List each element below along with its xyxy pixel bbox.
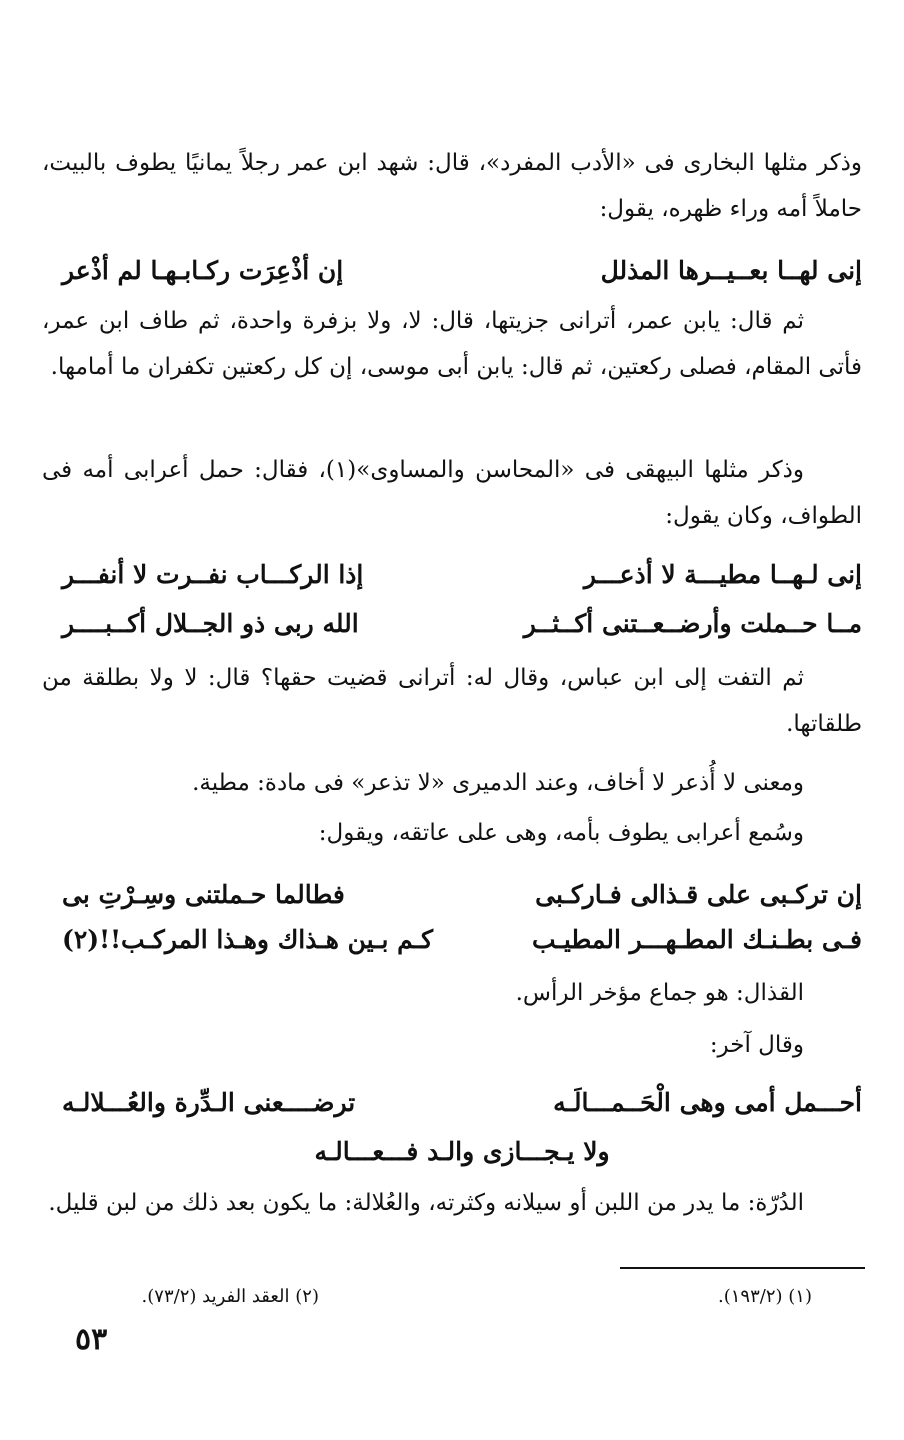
verse-hemistich-second: ترضــــعنى الـدِّرة والعُـــلالـه (62, 1088, 356, 1117)
paragraph-ibn-abbas: ثم التفت إلى ابن عباس، وقال له: أترانى قضيت حقها؟ قال: لا ولا بطلقة من طلقاتها. (42, 665, 862, 737)
footnote-divider (620, 1267, 865, 1269)
verse-line-3 (62, 601, 862, 647)
verse-line-5 (62, 917, 862, 963)
verse-line-6 (62, 1080, 862, 1126)
paragraph-another-said: وقال آخر: (709, 1032, 804, 1058)
page-number: ٥٣ (75, 1322, 108, 1357)
verse-line-7: ولا يـجـــازى والـد فـــعـــالـه (314, 1137, 610, 1166)
verse-hemistich-first: إنى لـهــا مطيـــة لا أذعـــر (583, 560, 862, 589)
verse-hemistich-first: إنى لهــا بعــيــرها المذلل (600, 256, 862, 285)
verse-line-4 (62, 872, 862, 918)
paragraph-ibn-umar: ثم قال: يابن عمر، أترانى جزيتها، قال: لا، ولا بزفرة واحدة، ثم طاف ابن عمر، فأتى المقام، فصلى ركعتين، ثم قال: يابن أبى موسى، إن كل ركعتين تكفران ما أمامها. (42, 308, 862, 380)
verse-hemistich-first: أحـــمل أمى وهى الْحَــمـــالَـه (553, 1088, 862, 1117)
verse-line-1 (62, 248, 862, 294)
footnote-1: (١) (١٩٣/٢). (718, 1286, 812, 1307)
paragraph-bayhaqi: وذكر مثلها البيهقى فى «المحاسن والمساوى»(١)، فقال: حمل أعرابى أمه فى الطواف، وكان يقول: (42, 457, 862, 529)
paragraph-qadhal-gloss: القذال: هو جماع مؤخر الرأس. (515, 980, 804, 1006)
footnote-2: (٢) العقد الفريد (٧٣/٢). (141, 1286, 319, 1307)
verse-hemistich-second: الله ربى ذو الجــلال أكــبــــر (62, 609, 359, 638)
paragraph-bedouin: وسُمع أعرابى يطوف بأمه، وهى على عاتقه، ويقول: (318, 820, 804, 846)
paragraph-bukhari: وذكر مثلها البخارى فى «الأدب المفرد»، قال: شهد ابن عمر رجلاً يمانيًا يطوف بالبيت، حاملاً أمه وراء ظهره، يقول: (42, 150, 862, 222)
paragraph-durra-gloss: الدُرّة: ما يدر من اللبن أو سيلانه وكثرته، والعُلالة: ما يكون بعد ذلك من لبن قليل. (48, 1190, 804, 1216)
verse-hemistich-first: مــا حــملت وأرضــعــتنى أكــثــر (523, 609, 862, 638)
verse-hemistich-first: إن تركـبى على قـذالى فـاركـبى (535, 880, 862, 909)
verse-hemistich-second: فطالما حـملتنى وسِـرْتِ بى (62, 880, 345, 909)
verse-hemistich-second: إن أذْعِرَت ركـابـهـا لم أذْعر (62, 256, 344, 285)
paragraph-meaning: ومعنى لا أُذعر لا أخاف، وعند الدميرى «لا تذعر» فى مادة: مطية. (192, 770, 804, 796)
verse-hemistich-second: إذا الركـــاب نفــرت لا أنفـــر (62, 560, 364, 589)
verse-line-2 (62, 552, 862, 598)
verse-hemistich-first: فـى بطـنـك المطـهـــر المطيـب (531, 925, 862, 954)
verse-hemistich-second: كـم بـين هـذاك وهـذا المركـب!!(٢) (62, 925, 434, 954)
